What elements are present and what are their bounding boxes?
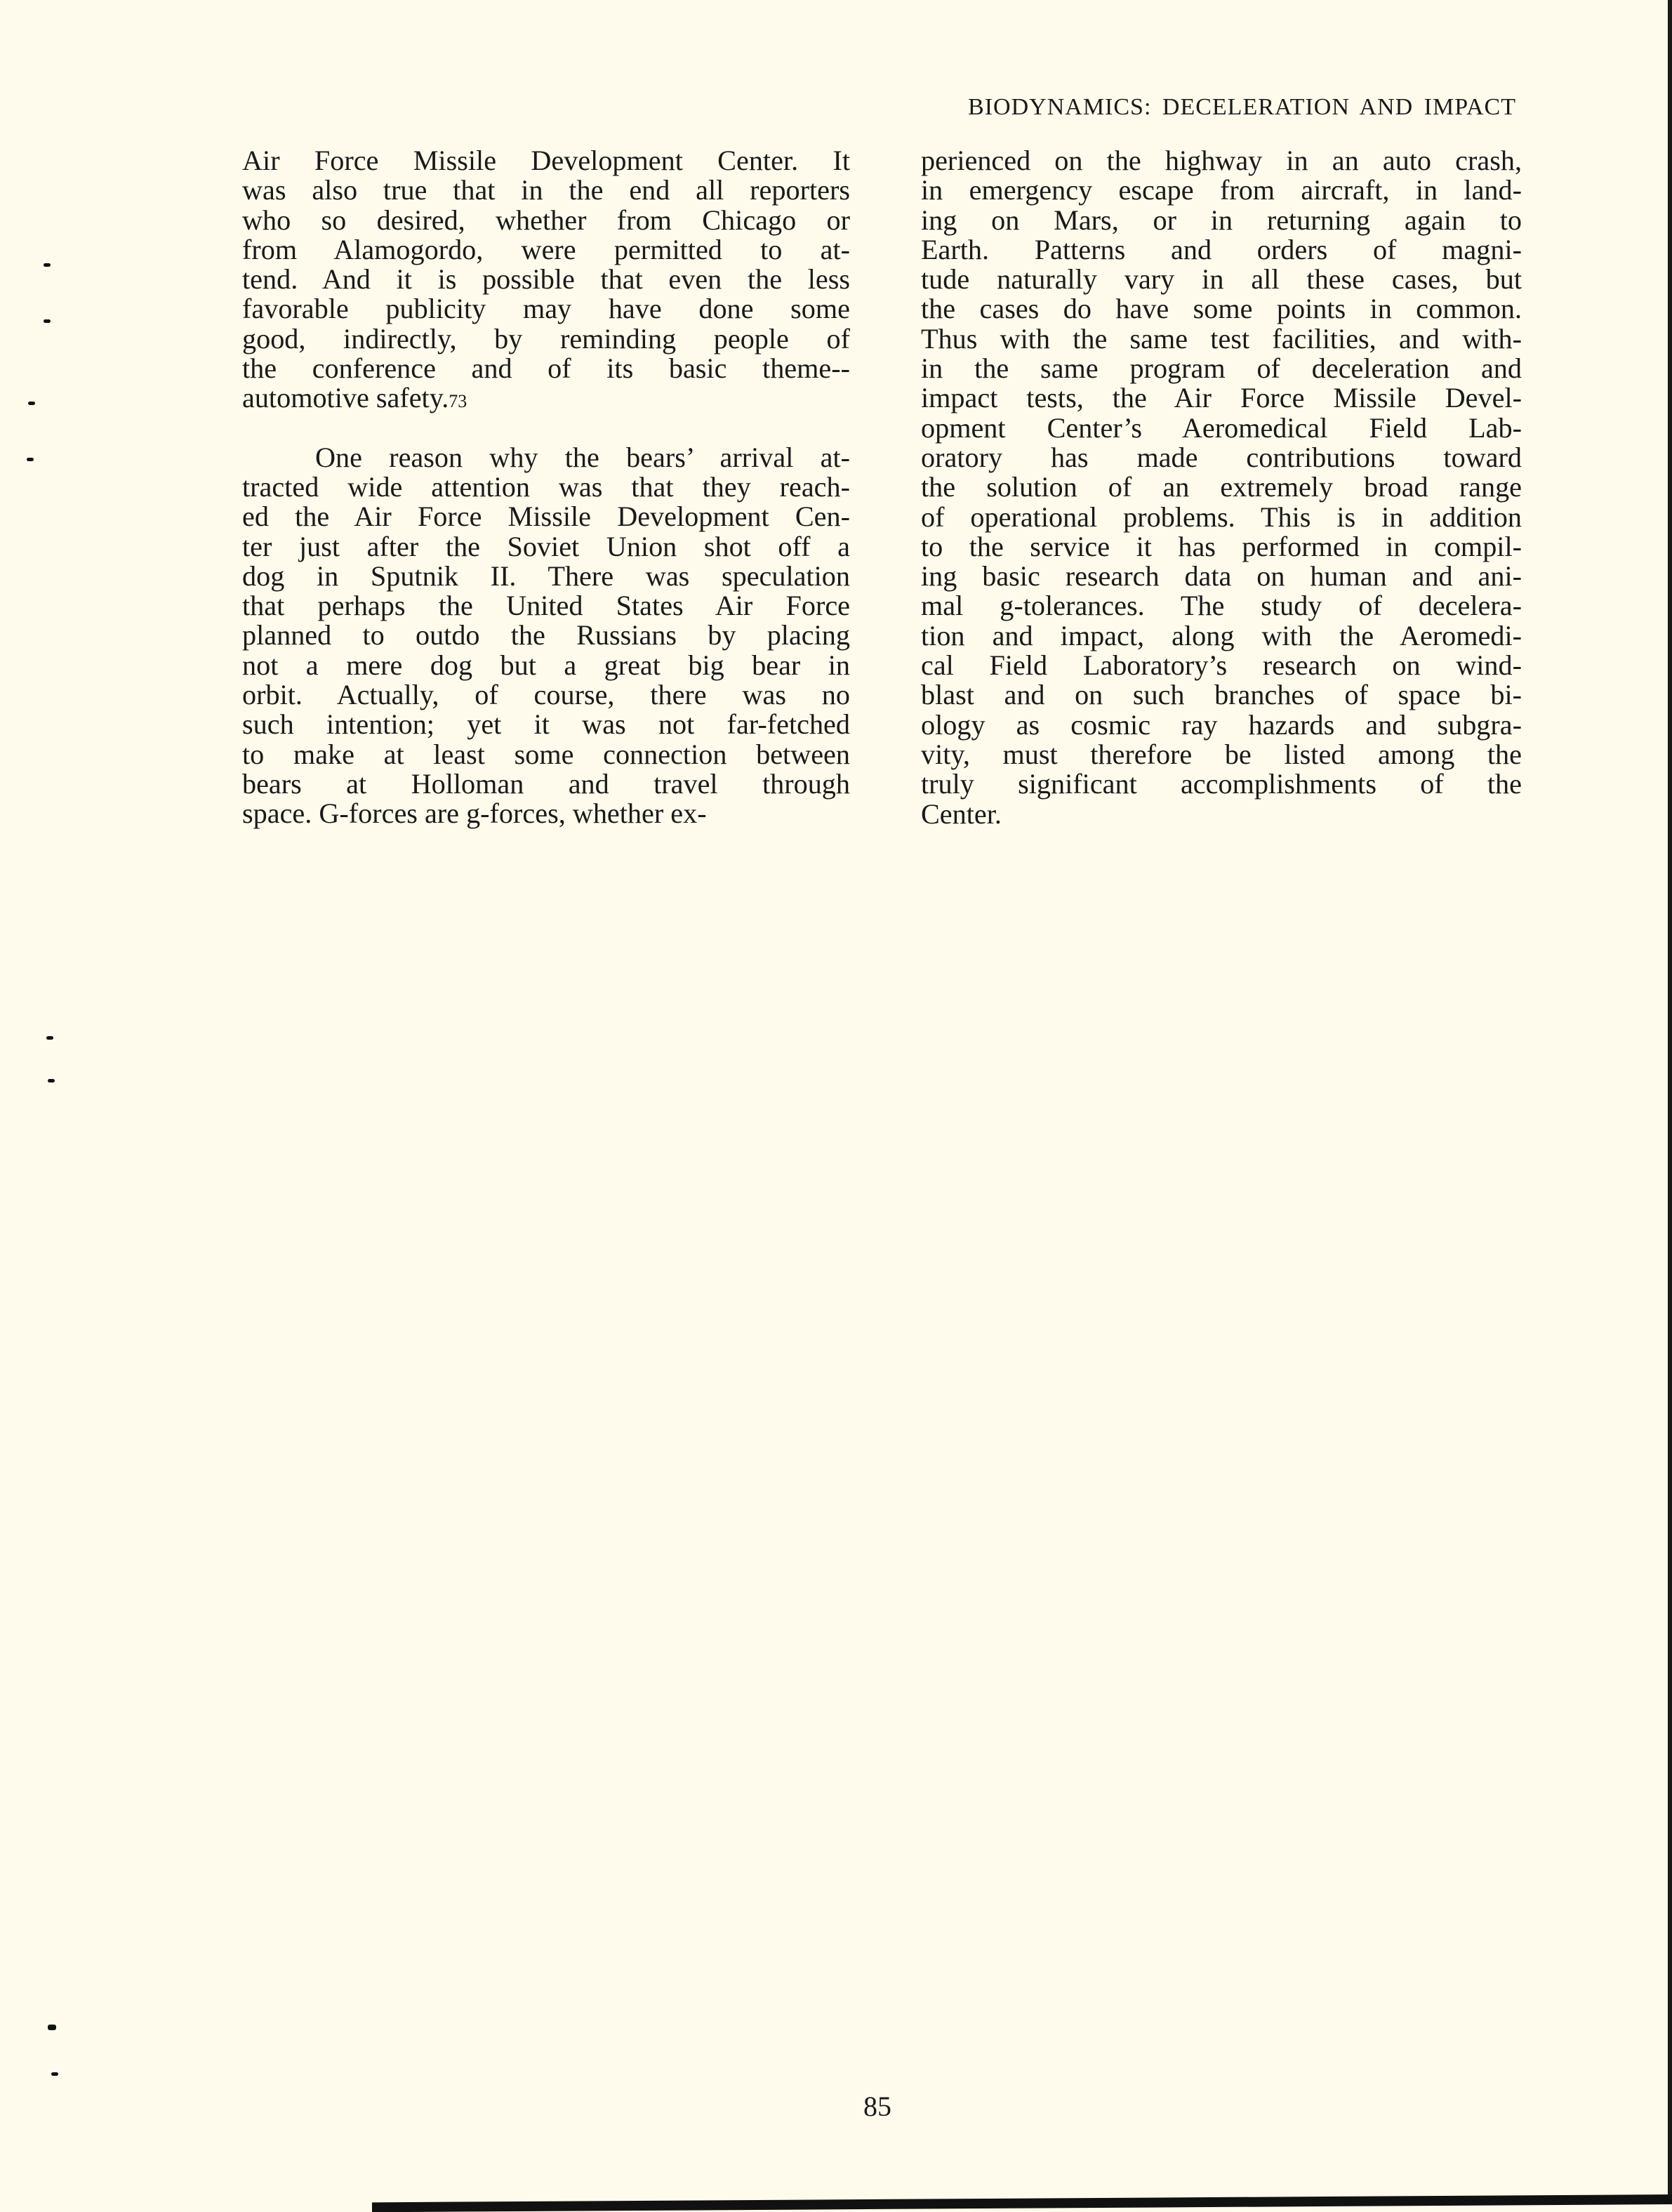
text-line-content: blast and on such branches of space bi- — [921, 679, 1522, 711]
text-line-content: opment Center’s Aeromedical Field Lab- — [921, 411, 1522, 444]
page-number: 85 — [863, 2091, 891, 2122]
text-line-content: Thus with the same test facilities, and with- — [921, 322, 1522, 355]
text-line — [242, 651, 850, 680]
text-line-content: bears at Holloman and travel through — [242, 767, 850, 800]
text-line — [242, 146, 850, 175]
text-line-content: to the service it has performed in compil- — [921, 530, 1522, 562]
text-line — [242, 235, 850, 265]
text-line-content: truly significant accomplishments of the — [921, 768, 1522, 800]
text-line — [921, 235, 1522, 265]
text-line-content: ing basic research data on human and ani- — [921, 560, 1522, 592]
text-line — [921, 265, 1522, 294]
text-line-content: planned to outdo the Russians by placing — [242, 619, 850, 651]
text-line-content: vity, must therefore be listed among the — [921, 738, 1522, 770]
paragraph-1 — [242, 146, 850, 413]
text-line-content: ter just after the Soviet Union shot off a — [242, 530, 850, 562]
text-line-content: ed the Air Force Missile Development Cen- — [242, 501, 850, 533]
text-line-content: good, indirectly, by reminding people of — [242, 322, 850, 355]
paragraph-3 — [921, 146, 1522, 829]
text-line — [242, 354, 850, 383]
text-line — [921, 175, 1522, 205]
text-line — [921, 472, 1522, 502]
text-line — [242, 443, 850, 472]
text-line-content: mal g-tolerances. The study of decelera- — [921, 590, 1522, 622]
text-line-content: tracted wide attention was that they reach- — [242, 470, 850, 503]
text-line — [921, 621, 1522, 651]
text-line — [921, 532, 1522, 562]
text-line — [921, 383, 1522, 413]
text-line-content: tude naturally vary in all these cases, but — [921, 263, 1522, 296]
scan-mark — [46, 1036, 53, 1040]
text-line — [242, 206, 850, 235]
text-line — [242, 559, 850, 592]
text-line — [242, 383, 850, 413]
text-line — [242, 175, 850, 205]
scan-mark — [44, 319, 51, 323]
text-line — [921, 324, 1522, 354]
text-line — [921, 740, 1522, 769]
text-line-content: tion and impact, along with the Aeromedi- — [921, 619, 1522, 651]
text-line — [921, 710, 1522, 740]
text-line-content: cal Field Laboratory’s research on wind- — [921, 649, 1522, 682]
text-line-content: in the same program of deceleration and — [921, 352, 1522, 385]
text-line — [921, 413, 1522, 443]
text-line-content: One reason why the bears’ arrival at- — [315, 441, 850, 473]
text-line-content: that perhaps the United States Air Force — [242, 590, 850, 622]
text-line — [242, 294, 850, 324]
text-line — [242, 324, 850, 354]
text-line — [242, 621, 850, 650]
text-line-content: such intention; yet it was not far-fetched — [242, 708, 850, 741]
scan-mark — [48, 1079, 55, 1082]
scan-mark — [51, 2072, 58, 2076]
right-column — [921, 146, 1522, 829]
text-line-content: ology as cosmic ray hazards and subgra- — [921, 708, 1522, 741]
text-line — [921, 680, 1522, 710]
text-line — [921, 354, 1522, 383]
footnote-reference[interactable]: 73 — [449, 391, 467, 412]
text-line — [242, 532, 850, 562]
text-line — [921, 591, 1522, 621]
text-line-content: Center. — [921, 797, 1002, 830]
scan-mark — [28, 402, 35, 405]
text-line-content: orbit. Actually, of course, there was no — [242, 679, 850, 711]
text-line — [921, 206, 1522, 235]
text-line-content: of operational problems. This is in addition — [921, 501, 1522, 533]
text-line-content: the cases do have some points in common. — [921, 293, 1522, 325]
text-line — [921, 651, 1522, 680]
text-line-content: favorable publicity may have done some — [242, 293, 850, 325]
text-line — [921, 797, 1522, 830]
text-line — [242, 591, 850, 621]
text-line — [921, 562, 1522, 591]
left-column — [242, 146, 850, 829]
scan-mark — [44, 263, 51, 267]
text-line — [242, 710, 850, 739]
text-line-content: impact tests, the Air Force Missile Devel- — [921, 382, 1522, 414]
scan-edge-right — [1668, 0, 1672, 2204]
text-line-content: the conference and of its basic theme-- — [242, 352, 850, 385]
text-line — [242, 799, 850, 828]
text-line-content: to make at least some connection between — [242, 738, 850, 770]
text-line-content: ing on Mars, or in returning again to — [921, 204, 1522, 236]
text-line — [242, 740, 850, 769]
text-line — [921, 146, 1522, 175]
text-line — [242, 265, 850, 294]
scan-mark — [48, 2025, 56, 2030]
text-line-content: the solution of an extremely broad range — [921, 471, 1522, 503]
text-line-content: space. G-forces are g-forces, whether ex- — [242, 797, 707, 830]
text-line-content: was also true that in the end all reporters — [242, 174, 850, 206]
text-line — [921, 769, 1522, 799]
text-line-content: oratory has made contributions toward — [921, 441, 1522, 473]
text-line-content: perienced on the highway in an auto crash, — [921, 145, 1522, 176]
text-line — [921, 443, 1522, 472]
text-line-content: tend. And it is possible that even the less — [242, 263, 850, 296]
text-line — [242, 769, 850, 799]
text-line-content: who so desired, whether from Chicago or — [242, 204, 850, 236]
text-line-content: in emergency escape from aircraft, in land- — [921, 174, 1522, 206]
running-head: BIODYNAMICS: DECELERATION AND IMPACT — [968, 94, 1516, 120]
text-line — [242, 472, 850, 502]
text-line-content: automotive safety. — [242, 382, 449, 414]
scan-mark — [27, 458, 34, 461]
text-line — [242, 502, 850, 531]
text-line — [921, 294, 1522, 324]
paragraph-2 — [242, 443, 850, 829]
scan-edge-bottom — [372, 2194, 1672, 2212]
text-line — [921, 503, 1522, 532]
text-line — [242, 680, 850, 710]
text-line-content: from Alamogordo, were permitted to at- — [242, 233, 850, 265]
text-line-content: Earth. Patterns and orders of magni- — [921, 233, 1522, 265]
text-line-content: not a mere dog but a great big bear in — [242, 649, 850, 681]
text-line-content: dog in Sputnik II. There was speculation — [242, 559, 850, 592]
text-line-content: Air Force Missile Development Center. It — [242, 145, 850, 176]
